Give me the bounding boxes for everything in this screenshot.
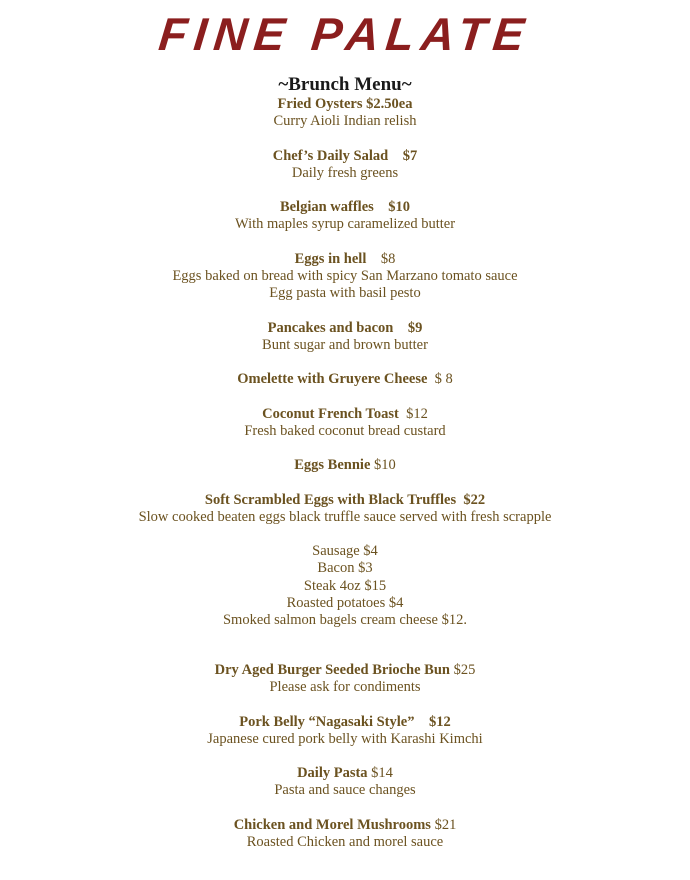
item-price: $9 [407, 319, 423, 336]
side-item: Steak 4oz $15 [303, 577, 387, 594]
menu-item [0, 148, 690, 182]
side-item: Bacon $3 [317, 560, 373, 577]
item-price: $7 [402, 147, 418, 164]
menu-item [0, 492, 690, 526]
item-name: Soft Scrambled Eggs with Black Truffles [204, 491, 457, 508]
menu-item [0, 406, 690, 440]
item-description: Slow cooked beaten eggs black truffle sauce served with fresh scrapple [138, 508, 552, 525]
sides-list [0, 543, 690, 629]
side-item: Roasted potatoes $4 [286, 594, 404, 611]
item-name: Coconut French Toast [262, 405, 399, 422]
menu-item [0, 371, 690, 388]
menu-item [0, 662, 690, 696]
item-price: $12 [428, 713, 451, 730]
section-spacer [0, 646, 690, 662]
menu-list [0, 96, 690, 868]
item-name: Eggs Bennie [294, 457, 371, 474]
item-description: Eggs baked on bread with spicy San Marzano tomato sauce [172, 267, 518, 284]
menu-item [0, 765, 690, 799]
item-price: $25 [453, 661, 476, 678]
item-price: $10 [388, 199, 411, 216]
item-description: Daily fresh greens [291, 164, 399, 181]
menu-item [0, 96, 690, 130]
item-description: With maples syrup caramelized butter [234, 216, 456, 233]
side-item: Smoked salmon bagels cream cheese $12. [222, 611, 467, 628]
item-name: Daily Pasta [297, 765, 368, 782]
item-description: Pasta and sauce changes [274, 782, 416, 799]
item-name: Eggs in hell [294, 250, 367, 267]
item-name: Pancakes and bacon [267, 319, 394, 336]
item-price: $22 [463, 491, 486, 508]
restaurant-logo-title: FINE PALATE [156, 8, 534, 60]
menu-item [0, 457, 690, 474]
item-price: $8 [380, 250, 396, 267]
item-description: Japanese cured pork belly with Karashi Kimchi [207, 730, 483, 747]
item-name: Chicken and Morel Mushrooms [233, 816, 431, 833]
item-name: Omelette with Gruyere Cheese [237, 371, 428, 388]
menu-subtitle: ~Brunch Menu~ [278, 74, 412, 95]
item-name: Belgian waffles [279, 199, 374, 216]
item-description: Please ask for condiments [269, 679, 421, 696]
menu-item [0, 817, 690, 851]
menu-item [0, 320, 690, 354]
item-description: Egg pasta with basil pesto [269, 285, 421, 302]
item-price: $12 [406, 405, 428, 422]
item-price: $ 8 [434, 371, 453, 388]
item-description: Roasted Chicken and morel sauce [246, 833, 444, 850]
item-description: Fresh baked coconut bread custard [244, 422, 446, 439]
item-name: Chef’s Daily Salad [272, 147, 389, 164]
item-price: $10 [374, 457, 396, 474]
item-name: Fried Oysters $2.50ea [277, 96, 413, 112]
menu-item [0, 199, 690, 233]
item-name: Dry Aged Burger Seeded Brioche Bun [214, 661, 450, 678]
item-price: $14 [371, 765, 393, 782]
item-name: Pork Belly “Nagasaki Style” [239, 713, 415, 730]
side-item: Sausage $4 [312, 543, 378, 560]
menu-item [0, 251, 690, 303]
item-price: $21 [434, 816, 457, 833]
item-description: Curry Aioli Indian relish [273, 113, 417, 130]
menu-item [0, 714, 690, 748]
item-description: Bunt sugar and brown butter [262, 336, 428, 353]
